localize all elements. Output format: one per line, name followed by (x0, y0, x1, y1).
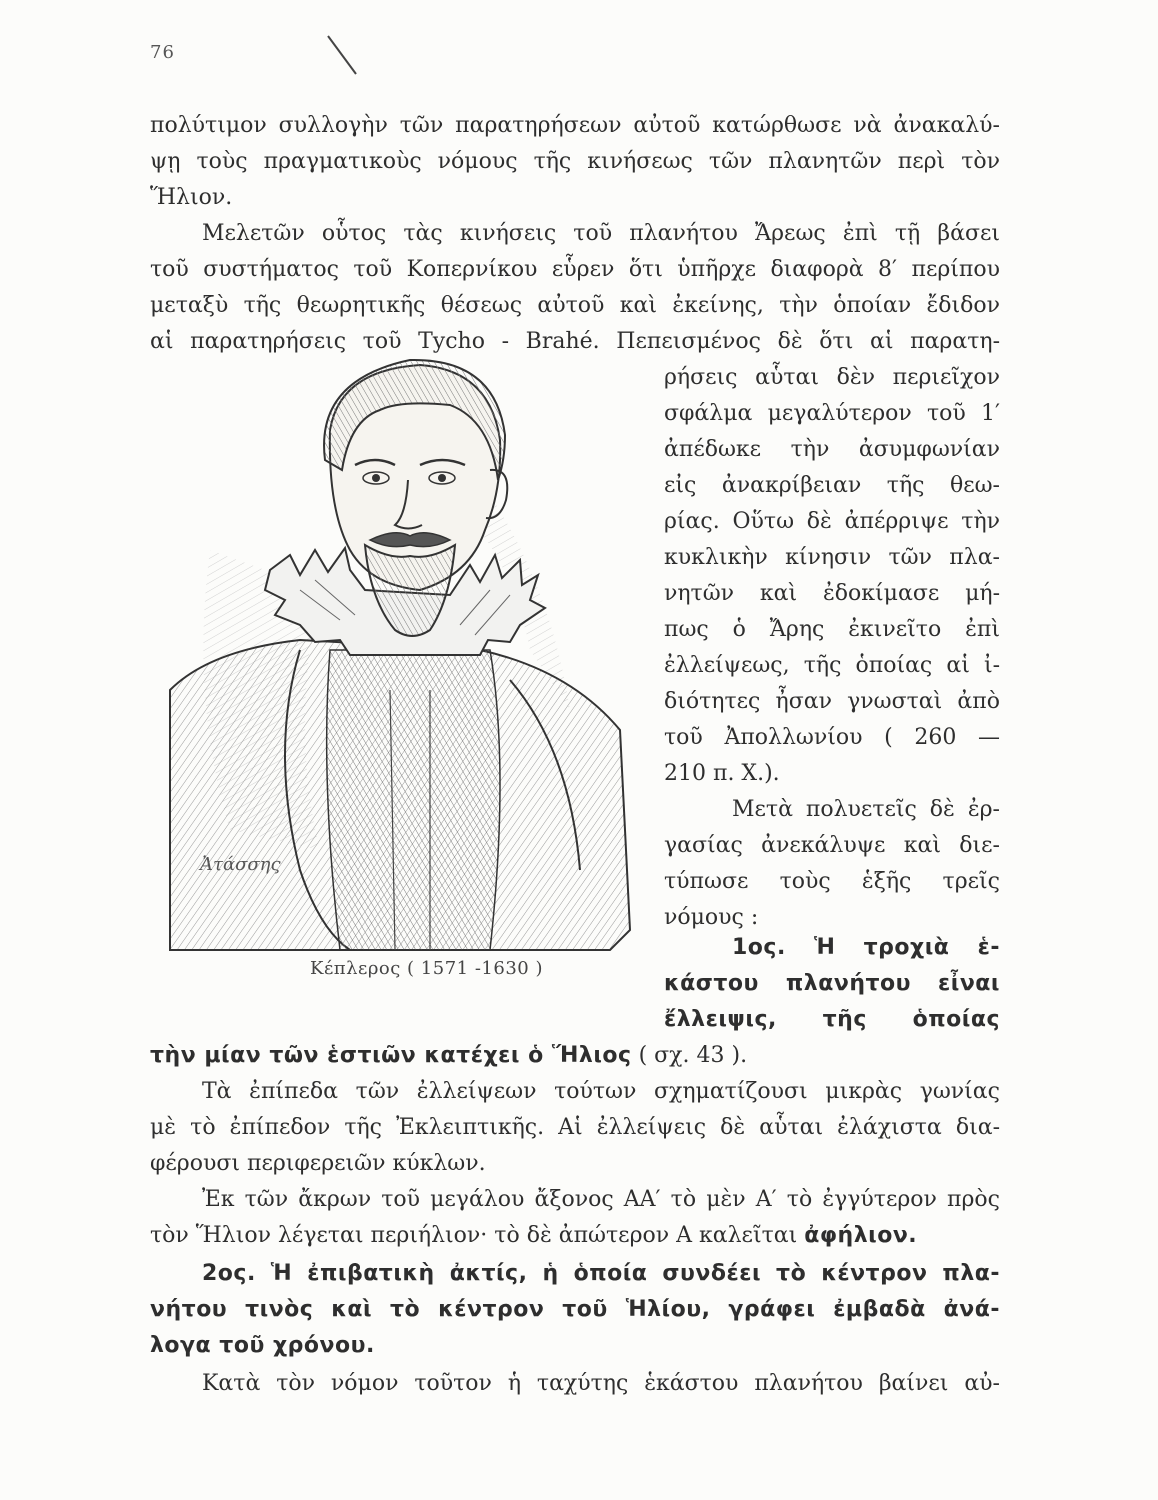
law-line: κάστου πλανήτου εἶναι (664, 971, 1000, 996)
law-line: 2ος. Ἡ ἐπιβατικὴ ἀκτίς, ἡ ὁποία συνδέει τὸ κέντρον πλα- (202, 1261, 1000, 1286)
text-line: μεταξὺ τῆς θεωρητικῆς θέσεως αὐτοῦ καὶ ἐκείνης, τὴν ὁποίαν ἔδιδον (150, 293, 1000, 318)
text-line: κυκλικὴν κίνησιν τῶν πλα- (664, 545, 1000, 570)
figure-reference: ( σχ. 43 ). (631, 1043, 748, 1068)
law-line: λογα τοῦ χρόνου. (150, 1333, 375, 1358)
artist-signature: Ἀτάσσης (200, 854, 281, 875)
text-span: τὸν Ἥλιον λέγεται περιήλιον· τὸ δὲ ἀπώτερον Α καλεῖται (150, 1223, 805, 1248)
text-line: Τὰ ἐπίπεδα τῶν ἐλλείψεων τούτων σχηματίζουσι μικρὰς γωνίας (202, 1079, 1000, 1104)
text-line: σφάλμα μεγαλύτερον τοῦ 1′ (664, 401, 1000, 426)
law-line (150, 1038, 1000, 1074)
text-line (150, 1218, 1000, 1254)
term-aphelion: ἀφήλιον. (804, 1223, 918, 1248)
page-number: 76 (150, 42, 175, 63)
text-line: ρίας. Οὕτω δὲ ἀπέρριψε τὴν (664, 509, 1000, 534)
text-line: τοῦ Ἀπολλωνίου ( 260 — (664, 725, 1000, 750)
text-line: ἐλλείψεως, τῆς ὁποίας αἱ ἰ- (664, 653, 1000, 678)
law-line: ἔλλειψις, τῆς ὁποίας (664, 1007, 1000, 1032)
law-line: 1ος. Ἡ τροχιὰ ἑ- (732, 935, 1000, 960)
text-line: ρήσεις αὗται δὲν περιεῖχον (664, 365, 1000, 390)
kepler-portrait (150, 350, 650, 960)
text-line: ἀπέδωκε τὴν ἀσυμφωνίαν (664, 437, 1000, 462)
text-line: 210 π. Χ.). (664, 761, 780, 786)
text-line: Ἐκ τῶν ἄκρων τοῦ μεγάλου ἄξονος ΑΑ′ τὸ μὲν Α′ τὸ ἐγγύτερον πρὸς (202, 1187, 1000, 1212)
pen-mark (322, 30, 362, 80)
text-line: γασίας ἀνεκάλυψε καὶ διε- (664, 833, 1000, 858)
text-line: μὲ τὸ ἐπίπεδον τῆς Ἐκλειπτικῆς. Αἱ ἐλλείψεις δὲ αὗται ἐλάχιστα δια- (150, 1115, 1000, 1140)
law-line: νήτου τινὸς καὶ τὸ κέντρον τοῦ Ἡλίου, γράφει ἐμβαδὰ ἀνά- (150, 1297, 1000, 1322)
text-line: νητῶν καὶ ἐδοκίμασε μή- (664, 581, 1000, 606)
text-line: αἱ παρατηρήσεις τοῦ Tycho - Brahé. Πεπεισμένος δὲ ὅτι αἱ παρατη- (150, 329, 1000, 354)
text-line: νόμους : (664, 905, 759, 930)
text-line: πολύτιμον συλλογὴν τῶν παρατηρήσεων αὐτοῦ κατώρθωσε νὰ ἀνακαλύ- (150, 113, 1000, 138)
law-text: τὴν μίαν τῶν ἑστιῶν κατέχει ὁ Ἥλιος (150, 1043, 632, 1068)
text-line: εἰς ἀνακρίβειαν τῆς θεω- (664, 473, 1000, 498)
text-line: τύπωσε τοὺς ἑξῆς τρεῖς (664, 869, 1000, 894)
text-line: Ἥλιον. (150, 185, 233, 210)
text-line: φέρουσι περιφερειῶν κύκλων. (150, 1151, 486, 1176)
text-line: διότητες ἦσαν γνωσταὶ ἀπὸ (664, 689, 1000, 714)
text-line: τοῦ συστήματος τοῦ Κοπερνίκου εὗρεν ὅτι ὑπῆρχε διαφορὰ 8′ περίπου (150, 257, 1000, 282)
portrait-caption: Κέπλερος ( 1571 -1630 ) (310, 958, 543, 979)
text-line: πως ὁ Ἄρης ἐκινεῖτο ἐπὶ (664, 617, 1000, 642)
text-line: Μετὰ πολυετεῖς δὲ ἐρ- (732, 797, 1000, 822)
text-line: Κατὰ τὸν νόμον τοῦτον ἡ ταχύτης ἑκάστου πλανήτου βαίνει αὐ- (202, 1371, 1000, 1396)
text-line: ψῃ τοὺς πραγματικοὺς νόμους τῆς κινήσεως τῶν πλανητῶν περὶ τὸν (150, 149, 1000, 174)
text-line: Μελετῶν οὗτος τὰς κινήσεις τοῦ πλανήτου Ἄρεως ἐπὶ τῇ βάσει (202, 221, 1000, 246)
